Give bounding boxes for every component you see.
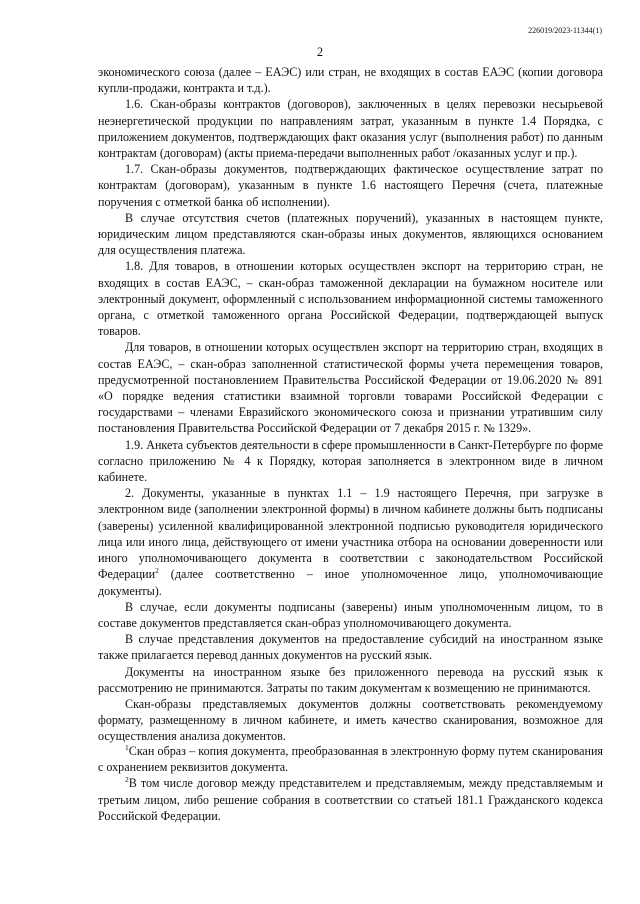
paragraph-1-6: 1.6. Скан-образы контрактов (договоров), заключенных в целях перевозки несырьевой неэнергетической продукции по направлениям затрат, указанным в пункте 1.4 Порядка, с приложением документов, подтверждающих факт оказания услуг (выполнения работ) по данным контрактам (договорам) (акты приема-передачи выполненных работ /оказанных услуг и пр.).	[98, 97, 603, 161]
paragraph-1-7-note: В случае отсутствия счетов (платежных поручений), указанных в настоящем пункте, юридическим лицом представляются скан-образы иных документов, являющихся основанием для осуществления платежа.	[98, 210, 603, 258]
page-number: 2	[316, 45, 324, 59]
paragraph-1-9: 1.9. Анкета субъектов деятельности в сфере промышленности в Санкт-Петербурге по форме согласно приложению № 4 к Порядку, которая заполняется в электронном виде в личном кабинете.	[98, 437, 603, 485]
footnote-1	[98, 743, 603, 775]
paragraph-2-tail: (далее соответственно – иное уполномоченное лицо, уполномочивающие документы).	[98, 567, 603, 598]
footnotes	[98, 743, 603, 824]
paragraph-foreign-language: В случае представления документов на предоставление субсидий на иностранном языке также прилагается перевод данных документов на русский язык.	[98, 632, 603, 663]
footnote-mark-1: 1	[125, 743, 129, 752]
paragraph-1-7: 1.7. Скан-образы документов, подтверждающих фактическое осуществление затрат по контрактам (договорам), указанным в пункте 1.6 настоящего Перечня (счета, платежные поручения с отметкой банка об исполнении).	[98, 162, 603, 209]
paragraph-1-8-eaeu: Для товаров, в отношении которых осуществлен экспорт на территорию стран, входящих в состав ЕАЭС, – скан-образ заполненной статистической формы учета перемещения товаров, предусмотренной постановлением Правительства Российской Федерации от 19.06.2020 № 891 «О порядке ведения статистики взаимной торговли товарами Российской Федерации с государствами – членами Евразийского экономического союза и признании утратившим силу постановления Правительства Российской Федерации от 7 декабря 2015 г. № 1329».	[98, 340, 603, 436]
footnote-2-text: В том числе договор между представителем и представляемым, между представляемым и третьим лицом, либо решение собрания в соответствии со статьей 181.1 Гражданского кодекса Российской Федерации.	[98, 776, 603, 823]
paragraph-2	[98, 485, 603, 598]
paragraph-scan-quality: Скан-образы представляемых документов должны соответствовать рекомендуемому формату, размещенному в личном кабинете, и иметь качество сканирования, возможное для осуществления анализа документов.	[98, 696, 603, 744]
document-number: 226019/2023-11344(1)	[528, 26, 602, 35]
paragraph-1-8: 1.8. Для товаров, в отношении которых осуществлен экспорт на территорию стран, не входящих в состав ЕАЭС, – скан-образ таможенной декларации на бумажном носителе или электронный документ, оформленный с использованием информационной системы таможенного органа, с отметкой таможенного органа Российской Федерации, подтверждающей выпуск товаров.	[98, 259, 603, 339]
paragraph-continuation: экономического союза (далее – ЕАЭС) или стран, не входящих в состав ЕАЭС (копии договора купли-продажи, контракта и т.д.).	[98, 65, 603, 96]
footnote-mark-2: 2	[125, 775, 129, 785]
paragraph-2-text: 2. Документы, указанные в пунктах 1.1 – 1.9 настоящего Перечня, при загрузке в электронном виде (заполнении электронной формы) в личном кабинете должны быть подписаны (заверены) усиленной квалифицированной электронной подписью руководителя юридического лица или иного лица, действующего от имени участника отбора на основании доверенности или иного уполномочивающего документа в соответствии с законодательством Российской Федерации	[98, 486, 603, 582]
footnote-ref-2: 2	[155, 566, 159, 576]
document-body	[98, 64, 603, 745]
footnote-2	[98, 775, 603, 824]
footnote-1-text: Скан образ – копия документа, преобразованная в электронную форму путем сканирования с охранением реквизитов документа.	[98, 744, 603, 775]
paragraph-authorized-person: В случае, если документы подписаны (заверены) иным уполномоченным лицом, то в составе документов представляется скан-образ уполномочивающего документа.	[98, 599, 603, 630]
paragraph-no-translation: Документы на иностранном языке без приложенного перевода на русский язык к рассмотрению не принимаются. Затраты по таким документам к возмещению не принимаются.	[98, 664, 603, 695]
